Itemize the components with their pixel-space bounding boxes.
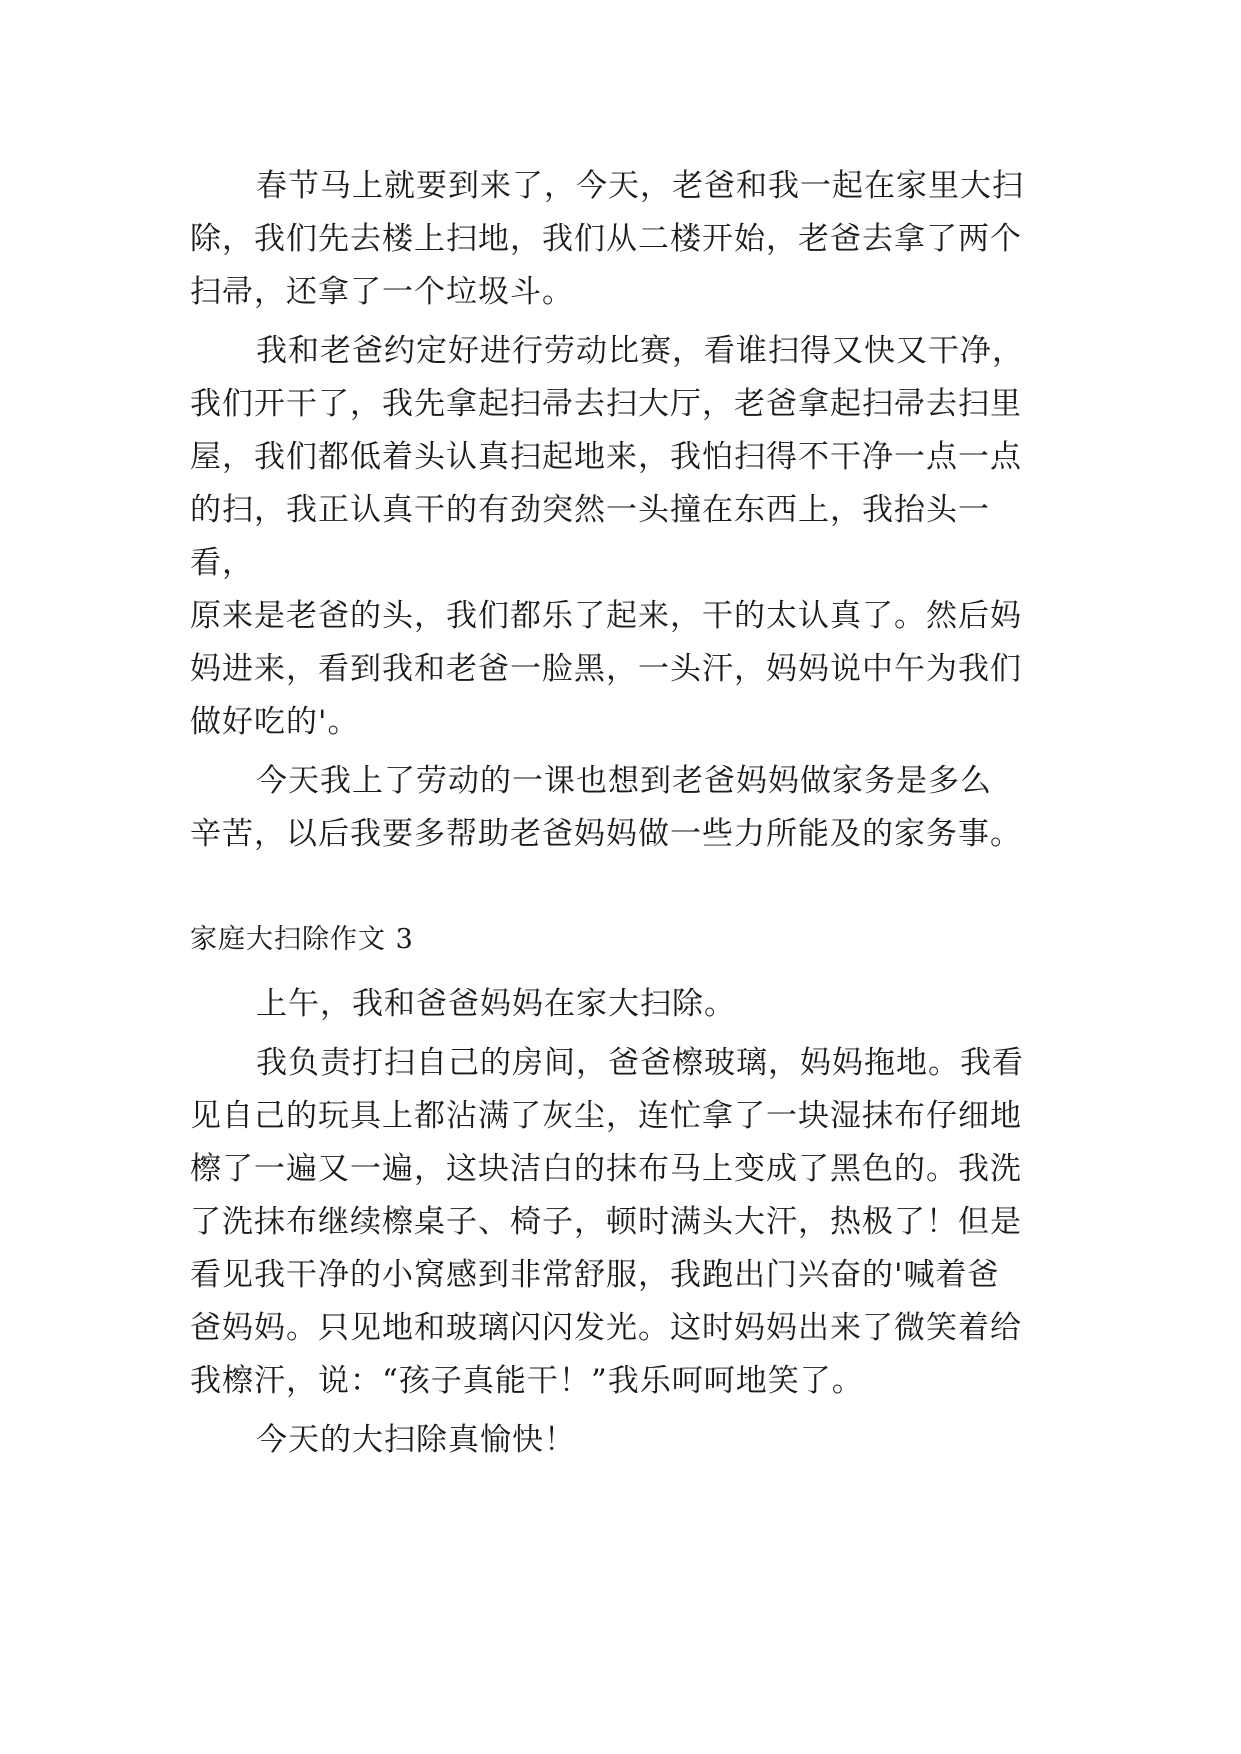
section-title: 家庭大扫除作文 3 — [190, 924, 414, 955]
essay-section-one — [190, 160, 1050, 861]
paragraph-reflection: 今天我上了劳动的一课也想到老爸妈妈做家务是多么 辛苦，以后我要多帮助老爸妈妈做一些力所能及的家务事。 — [190, 763, 1022, 852]
paragraph-cleaning-start: 春节马上就要到来了，今天，老爸和我一起在家里大扫 除，我们先去楼上扫地，我们从二楼开始，老爸去拿了两个 扫帚，还拿了一个垃圾斗。 — [190, 168, 1024, 310]
paragraph-room-cleaning: 我负责打扫自己的房间，爸爸檫玻璃，妈妈拖地。我看 见自己的玩具上都沾满了灰尘，连忙拿了一块湿抹布仔细地 檫了一遍又一遍，这块洁白的抹布马上变成了黑色的。我洗 了洗抹布继续檫桌子、椅子，顿时满头大汗，热极了！但是 看见我干净的小窝感到非常舒服，我跑出门兴奋的'喊着爸 爸妈妈。只见地和玻璃闪闪发光。这时妈妈出来了微笑着给 我檫汗，说：“孩子真能干！”我乐呵呵地笑了。 — [190, 1045, 1024, 1399]
essay-section-two — [190, 920, 1050, 1467]
paragraph-conclusion: 今天的大扫除真愉快！ — [256, 1422, 576, 1458]
paragraph-morning-cleaning: 上午，我和爸爸妈妈在家大扫除。 — [256, 986, 736, 1022]
paragraph-labor-contest: 我和老爸约定好进行劳动比赛，看谁扫得又快又干净， 我们开干了，我先拿起扫帚去扫大厅，老爸拿起扫帚去扫里 屋，我们都低着头认真扫起地来，我怕扫得不干净一点一点 的扫，我正认真干的有劲突然一头撞在东西上，我抬头一看， 原来是老爸的头，我们都乐了起来，干的太认真了。然后妈 妈进来，看到我和老爸一脸黑，一头汗，妈妈说中午为我们 做好吃的'。 — [190, 333, 1024, 740]
